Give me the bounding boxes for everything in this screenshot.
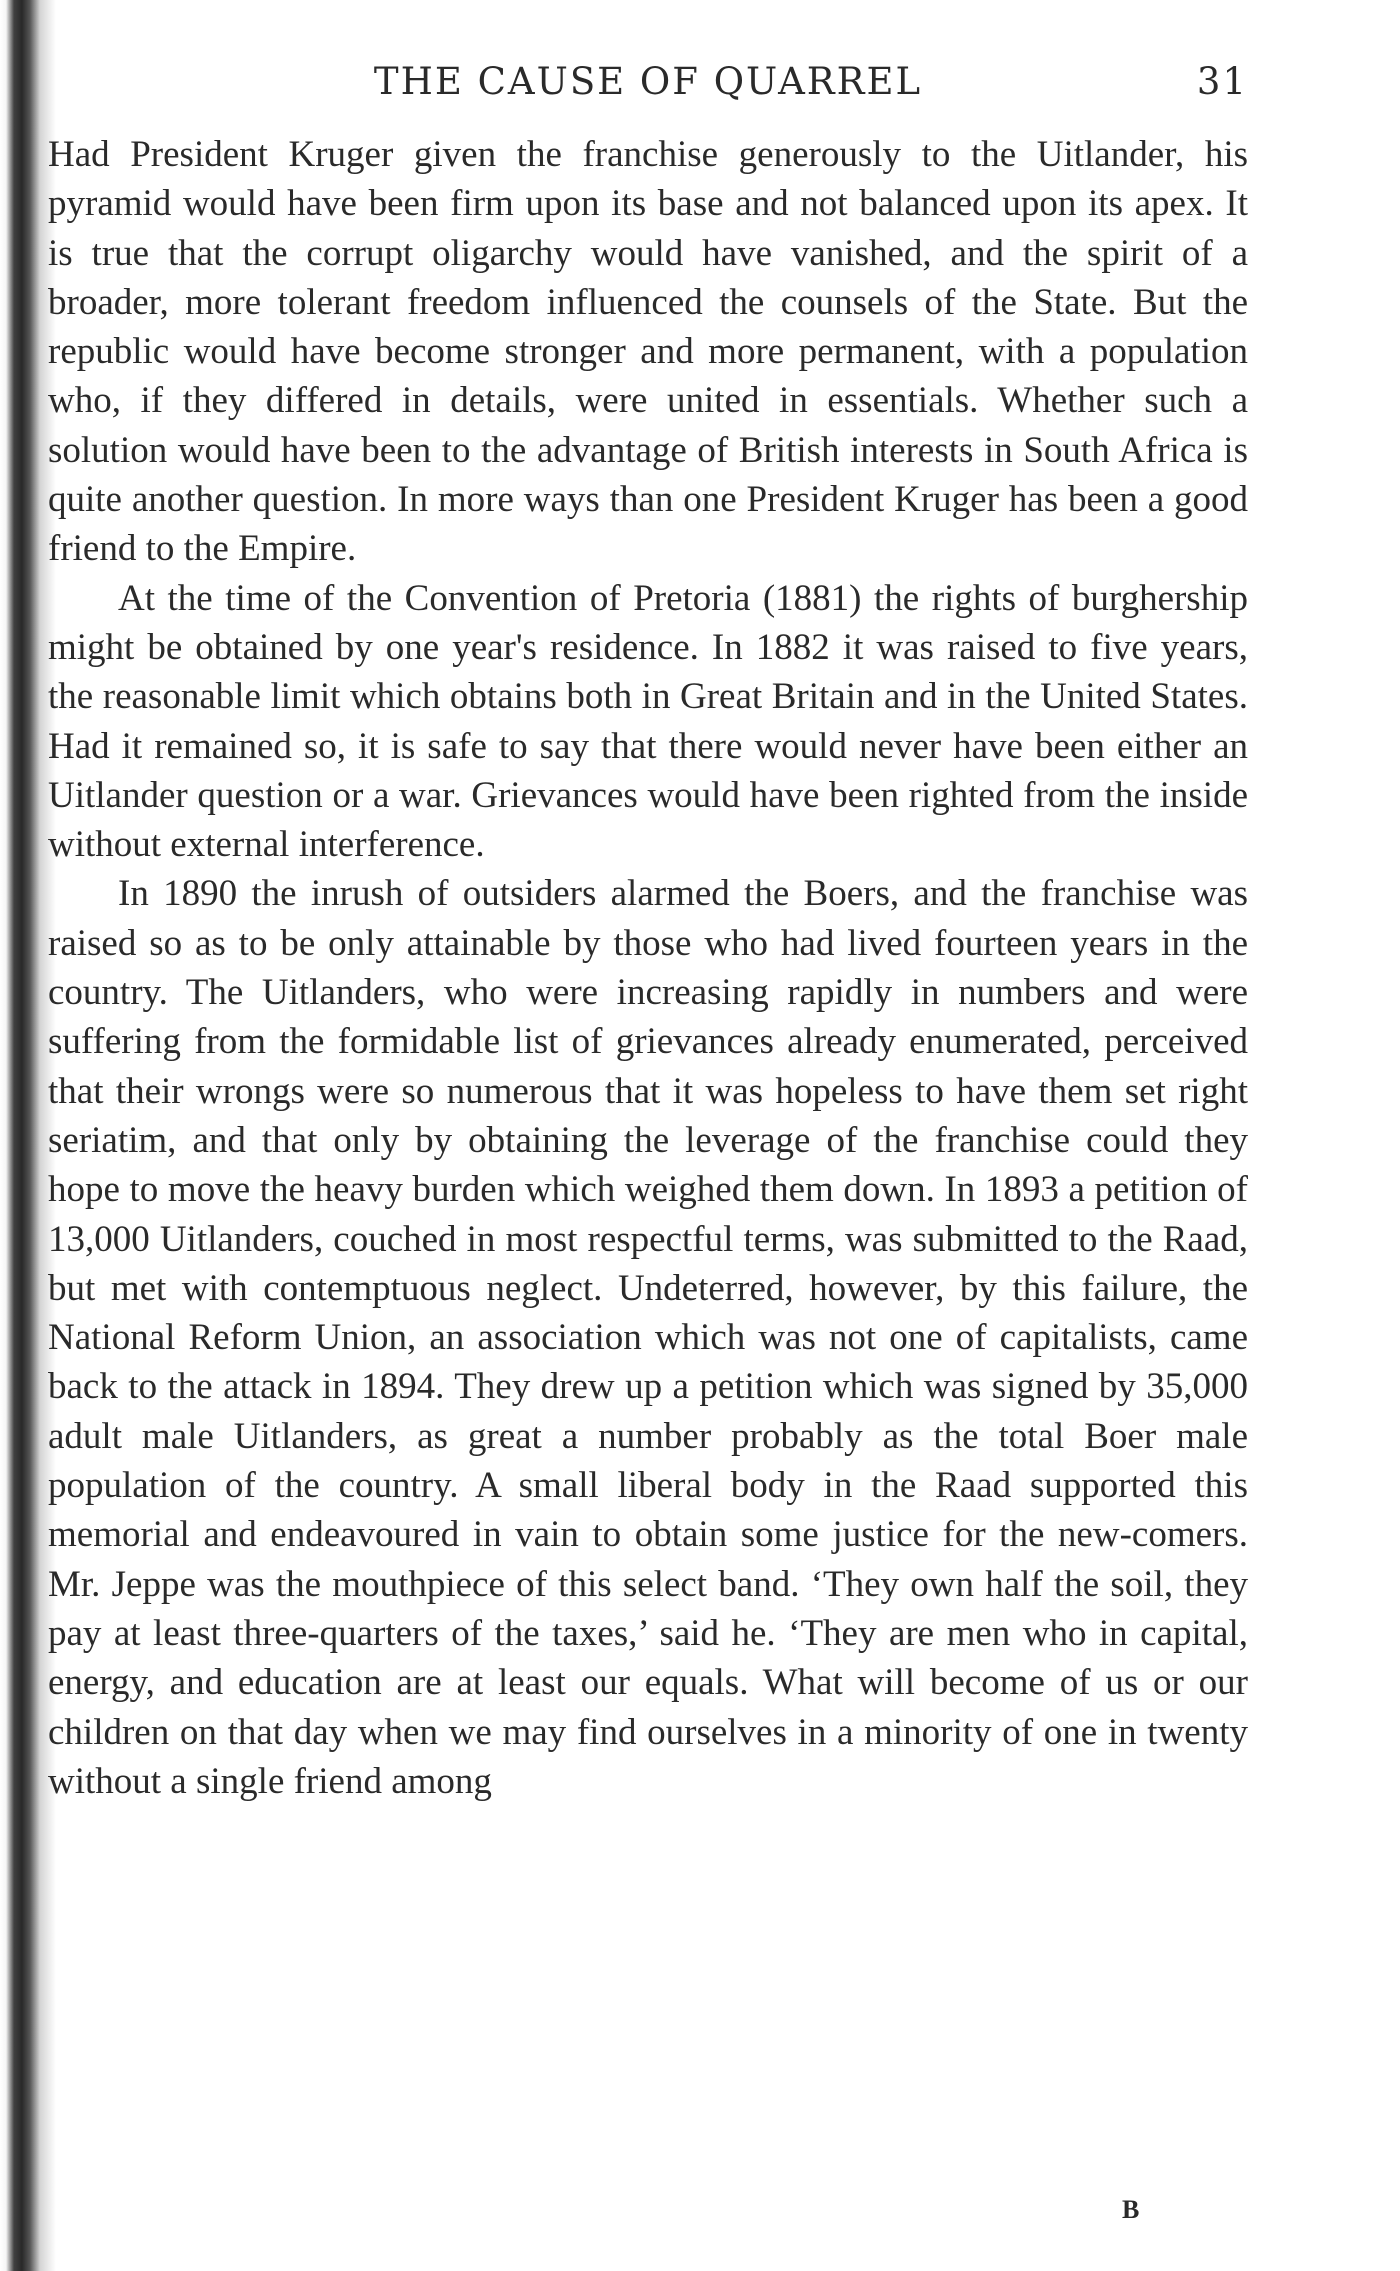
running-title: THE CAUSE OF QUARREL — [373, 60, 923, 103]
signature-mark: B — [1122, 2195, 1140, 2224]
book-page — [48, 60, 1248, 1806]
paragraph-3: In 1890 the inrush of outsiders alarmed the Boers, and the franchise was raised so as to be only attainable by those who had lived fourteen years in the country. The Uitlanders, who were increasing rapidly in numbers and were suffering from the formidable list of grievances already enumerated, perceived that their wrongs were so numerous that it was hopeless to have them set right seriatim, and that only by obtaining the leverage of the franchise could they hope to move the heavy burden which weighed them down. In 1893 a petition of 13,000 Uitlanders, couched in most respectful terms, was submitted to the Raad, but met with contemptuous neglect. Undeterred, however, by this failure, the National Reform Union, an association which was not one of capitalists, came back to the attack in 1894. They drew up a petition which was signed by 35,000 adult male Uitlanders, as great a number probably as the total Boer male population of the country. A small liberal body in the Raad supported this memorial and endeavoured in vain to obtain some justice for the new-comers. Mr. Jeppe was the mouthpiece of this select band. ‘They own half the soil, they pay at least three-quarters of the taxes,’ said he. ‘They are men who in capital, energy, and education are at least our equals. What will become of us or our children on that day when we may find ourselves in a minority of one in twenty without a single friend among — [48, 873, 1248, 1802]
page-number: 31 — [1196, 60, 1248, 103]
paragraph-1: Had President Kruger given the franchise generously to the Uitlander, his pyramid would have been firm upon its base and not balanced upon its apex. It is true that the corrupt oligarchy would have vanished, and the spirit of a broader, more tolerant freedom influenced the counsels of the State. But the republic would have become stronger and more permanent, with a population who, if they differed in details, were united in essentials. Whether such a solution would have been to the advantage of British interests in South Africa is quite another question. In more ways than one President Kruger has been a good friend to the Empire. — [48, 134, 1248, 570]
body-text — [48, 130, 1248, 1806]
page-header — [48, 60, 1248, 130]
paragraph-2: At the time of the Convention of Pretoria (1881) the rights of burghership might be obtained by one year's residence. In 1882 it was raised to five years, the reasonable limit which obtains both in Great Britain and in the United States. Had it remained so, it is safe to say that there would never have been either an Uitlander question or a war. Grievances would have been righted from the inside without external interference. — [48, 577, 1248, 866]
